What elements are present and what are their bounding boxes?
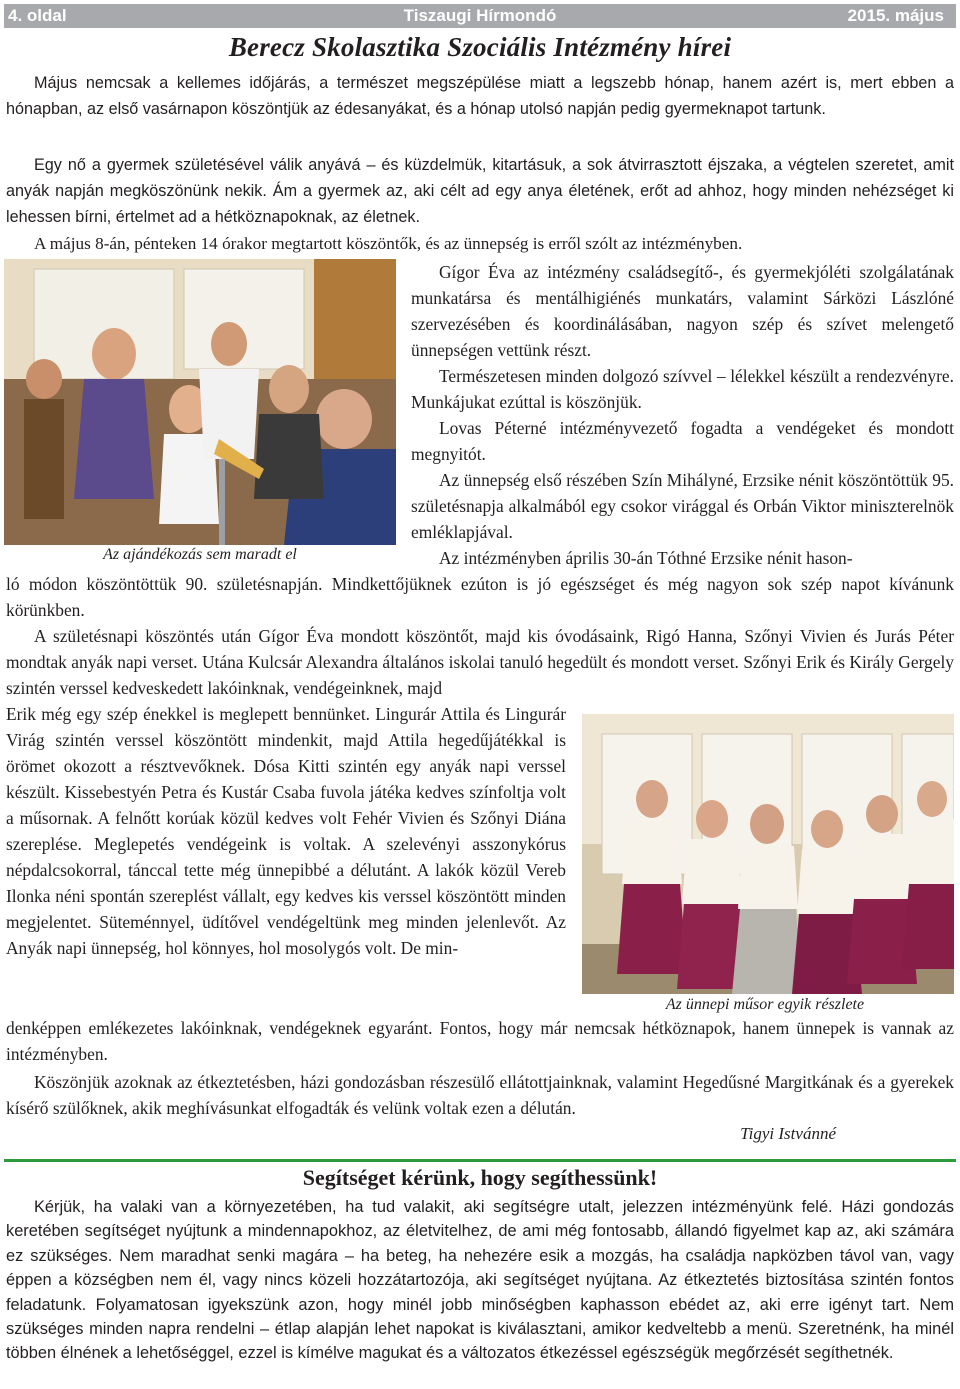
help-article-title: Segítséget kérünk, hogy segíthessünk! bbox=[302, 1165, 658, 1190]
paragraph-staff: Természetesen minden dolgozó szívvel – lélekkel készült a rendezvényre. Munkájukat ezúttal is köszönjük. bbox=[411, 366, 954, 412]
paragraph-birthday-90-end: ló módon köszöntöttük 90. születésnapján. Mindkettőjüknek ezúton is jó egészséget és még nagyon sok szép napot kívánunk körünkben. bbox=[6, 574, 954, 620]
paragraph-mothers: Egy nő a gyermek születésével válik anyává – és küzdelmük, kitartásuk, a sok átvirrasztott éjszaka, a végtelen szeretet, amit anyák napján megköszönünk nekik. Ám a gyermek az, aki célt ad egy anya életének, erőt ad ahhoz, hogy minden nehézséget ki lehessen bírni, értelmet ad a hétköznapoknak, az életnek. bbox=[6, 156, 954, 226]
photo-caption-choir: Az ünnepi műsor egyik részlete bbox=[665, 996, 865, 1013]
paragraph-intro: Május nemcsak a kellemes időjárás, a természet megszépülése miatt a legszebb hónap, hanem azért is, mert ebben a hónapban, az első vasárnapon köszöntjük az édesanyákat, és a hónap utolsó napján pedig gyermeknapot tartunk. bbox=[6, 74, 954, 118]
paragraph-organizers: Gígor Éva az intézmény családsegítő-, és gyermekjóléti szolgálatának munkatársa és mentálhigiénés munkatárs, valamint Sárközi Lászlóné szervezésében és koordinálásában, nagyon szép és szívet melengető ünnepségen vettünk részt. bbox=[411, 262, 954, 360]
section-divider bbox=[4, 1159, 956, 1162]
page-header bbox=[4, 4, 956, 28]
article-author: Tigyi Istvánné bbox=[740, 1124, 836, 1143]
paragraph-birthday-95: Az ünnepség első részében Szín Mihályné, Erzsike nénit köszöntöttük 95. születésnapja alkalmából egy csokor virággal és Orbán Viktor miniszterelnök emléklapjával. bbox=[411, 470, 954, 542]
paragraph-program: A születésnapi köszöntés után Gígor Éva mondott köszöntőt, majd kis óvodásaink, Rigó Hanna, Szőnyi Vivien és Jurás Péter mondtak anyák napi verset. Utána Kulcsár Alexandra általános iskolai tanuló hegedült és mondott verset. Szőnyi Erik és Király Gergely szintén verssel kedveskedett lakóinknak, vendégeinknek, majd bbox=[6, 626, 954, 698]
paragraph-performers: Erik még egy szép énekkel is meglepett bennünket. Lingurár Attila és Lingurár Virág szintén verssel köszöntött mindenkit, majd Attila hegedűjátékkal is örömet okozott a résztvevőknek. Dósa Kitti szintén egy anyák napi verssel készült. Kissebestyén Petra és Kustár Csaba fuvola játéka kedves színfoltja volt a műsornak. A felnőtt korúak közül kedves volt Fehér Vivien és Szőnyi Diána szereplése. Meglepetés vendégeink is voltak. A szelevényi asszonykórus népdalcsokorral, tánccal tette még ünnepibbé a délutánt. A lakók közül Vereb Ilonka néni spontán szereplést vállalt, egy kedves kis verssel köszöntött minden megjelentet. Süteménnyel, üdítővel vendégeltünk meg minden jelenlevőt. Az Anyák napi ünnepség, hol könnyes, hol mosolygós volt. De min- bbox=[6, 704, 566, 958]
paragraph-thanks: Köszönjük azoknak az étkeztetésben, házi gondozásban részesülő ellátottjainknak, valamint Hegedűsné Margitkának és a gyerekek kísérő szülőknek, akik meghívásunkat elfogadták és velünk voltak ezen a délután. bbox=[6, 1072, 954, 1118]
paragraph-birthday-90-start: Az intézményben április 30-án Tóthné Erzsike nénit hason- bbox=[439, 548, 853, 568]
choir-performance-photo bbox=[582, 714, 954, 994]
article-title: Berecz Skolasztika Szociális Intézmény hírei bbox=[228, 32, 732, 62]
gift-giving-photo bbox=[4, 259, 396, 545]
newspaper-name: Tiszaugi Hírmondó bbox=[403, 6, 557, 25]
paragraph-director: Lovas Péterné intézményvezető fogadta a vendégeket és mondott megnyitót. bbox=[411, 418, 954, 464]
help-article-body: Kérjük, ha valaki van a környezetében, ha tud valakit, aki segítségre utalt, jelezzen intézményünk felé. Házi gondozás keretében segítséget nyújtunk a mindennapokhoz, az életvitelhez, de ami még fontosabb, állandó figyelmet kap az, aki számára ez szükséges. Nem maradhat senki magára – ha beteg, ha nehezére esik a mozgás, ha családja napközben távol van, vagy éppen a községben nem él, vagy nincs közeli hozzátartozója, aki segítséget nyújtana. Az étkeztetés biztosítása szintén fontos feladatunk. Folyamatosan igyekszünk azon, hogy minél jobb minőségben kaphasson ebédet az, aki erre igényt tart. Nem szükséges minden napra rendelni – étlap alapján lehet napokat is kiválasztani, amikor kedveltebb a menü. Szeretnénk, ha minél többen élnének a lehetőséggel, ezzel is kímélve magukat és a változatos étkezéssel egészségük megőrzését segíthetnék. bbox=[6, 1198, 954, 1363]
page-number: 4. oldal bbox=[8, 6, 67, 25]
paragraph-memorable: denképpen emlékezetes lakóinknak, vendégeknek egyaránt. Fontos, hogy már nemcsak hétköznapok, hanem ünnepek is vannak az intézményben. bbox=[6, 1018, 954, 1064]
issue-date: 2015. május bbox=[847, 6, 944, 25]
paragraph-event: A május 8-án, pénteken 14 órakor megtartott köszöntők, és az ünnepség is erről szólt az intézményben. bbox=[34, 234, 743, 253]
photo-caption-gifts: Az ajándékozás sem maradt el bbox=[103, 546, 297, 563]
